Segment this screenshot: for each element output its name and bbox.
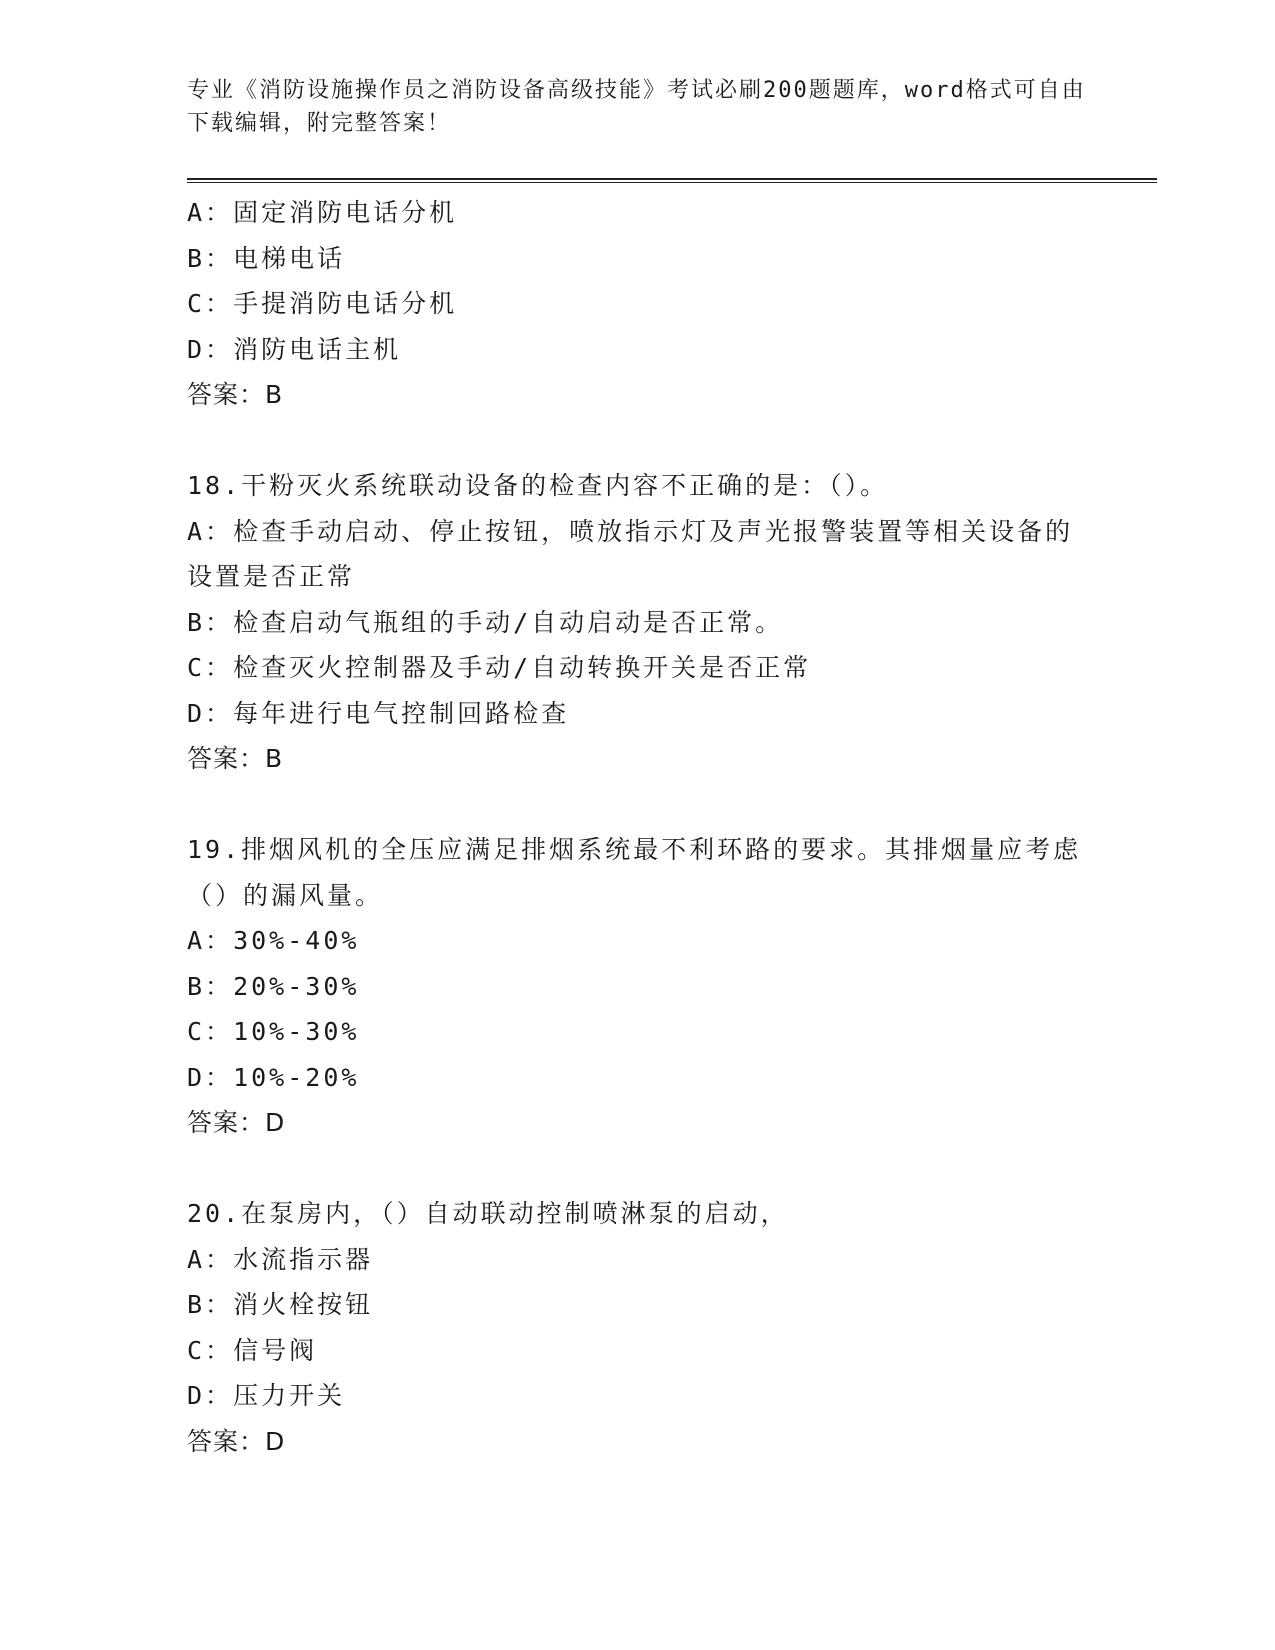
document-page	[187, 0, 1157, 1650]
option-text: 手提消防电话分机	[233, 289, 458, 318]
answer: 答案：B	[187, 744, 284, 773]
option-text: 固定消防电话分机	[233, 198, 458, 227]
question-18	[187, 463, 1087, 782]
option-b	[187, 1282, 1087, 1328]
option-label: A：	[187, 1244, 234, 1274]
option-label: D：	[187, 334, 234, 364]
option-a	[187, 918, 1087, 964]
question-stem: 20.在泵房内，（）自动联动控制喷淋泵的启动，	[187, 1199, 789, 1228]
option-text: 10%-20%	[233, 1062, 360, 1092]
option-label: B：	[187, 1290, 234, 1319]
document-header: 专业《消防设施操作员之消防设备高级技能》考试必刷200题题库，word格式可自由下载编辑，附完整答案！	[187, 78, 1086, 136]
spacer	[187, 782, 1087, 828]
option-c	[187, 1009, 1087, 1055]
option-text: 检查灭火控制器及手动/自动转换开关是否正常	[233, 653, 812, 682]
option-c	[187, 281, 1087, 327]
spacer	[187, 418, 1087, 464]
option-label: B：	[187, 243, 234, 273]
spacer	[187, 1146, 1087, 1192]
option-label: C：	[187, 289, 234, 318]
option-d	[187, 1373, 1087, 1419]
option-label: C：	[187, 653, 234, 682]
option-a	[187, 190, 1087, 236]
option-a	[187, 509, 1087, 600]
option-d	[187, 1055, 1087, 1101]
option-c	[187, 1328, 1087, 1374]
option-label: A：	[187, 198, 234, 227]
question-list	[187, 190, 1087, 1464]
question-20	[187, 1191, 1087, 1464]
option-label: A：	[187, 516, 234, 546]
question-stem: 18.干粉灭火系统联动设备的检查内容不正确的是：（）。	[187, 471, 889, 500]
question-19	[187, 827, 1087, 1146]
option-label: D：	[187, 1062, 234, 1092]
option-label: B：	[187, 607, 234, 637]
option-text: 消火栓按钮	[233, 1290, 374, 1319]
option-b	[187, 964, 1087, 1010]
option-label: D：	[187, 1381, 234, 1410]
option-text: 10%-30%	[233, 1017, 360, 1046]
option-text: 电梯电话	[233, 243, 346, 273]
option-label: D：	[187, 698, 234, 728]
answer: 答案：B	[187, 380, 284, 409]
option-b	[187, 236, 1087, 282]
option-text: 压力开关	[233, 1381, 346, 1410]
answer: 答案：D	[187, 1108, 286, 1137]
option-text: 30%-40%	[233, 926, 360, 955]
option-a	[187, 1237, 1087, 1283]
option-c	[187, 645, 1087, 691]
option-d	[187, 691, 1087, 737]
option-text: 信号阀	[233, 1335, 318, 1365]
option-text: 消防电话主机	[233, 334, 402, 364]
option-text: 检查手动启动、停止按钮，喷放指示灯及声光报警装置等相关设备的设置是否正常	[187, 516, 1074, 591]
option-d	[187, 327, 1087, 373]
option-label: C：	[187, 1017, 234, 1046]
question-17-continued	[187, 190, 1087, 418]
answer: 答案：D	[187, 1426, 286, 1456]
option-label: A：	[187, 926, 234, 955]
option-text: 检查启动气瓶组的手动/自动启动是否正常。	[233, 607, 784, 637]
option-label: C：	[187, 1335, 234, 1365]
option-text: 每年进行电气控制回路检查	[233, 698, 570, 728]
option-text: 20%-30%	[233, 971, 360, 1001]
header-divider	[187, 178, 1157, 183]
question-stem: 19.排烟风机的全压应满足排烟系统最不利环路的要求。其排烟量应考虑（）的漏风量。	[187, 835, 1082, 910]
option-text: 水流指示器	[233, 1244, 374, 1274]
option-label: B：	[187, 971, 234, 1001]
option-b	[187, 600, 1087, 646]
